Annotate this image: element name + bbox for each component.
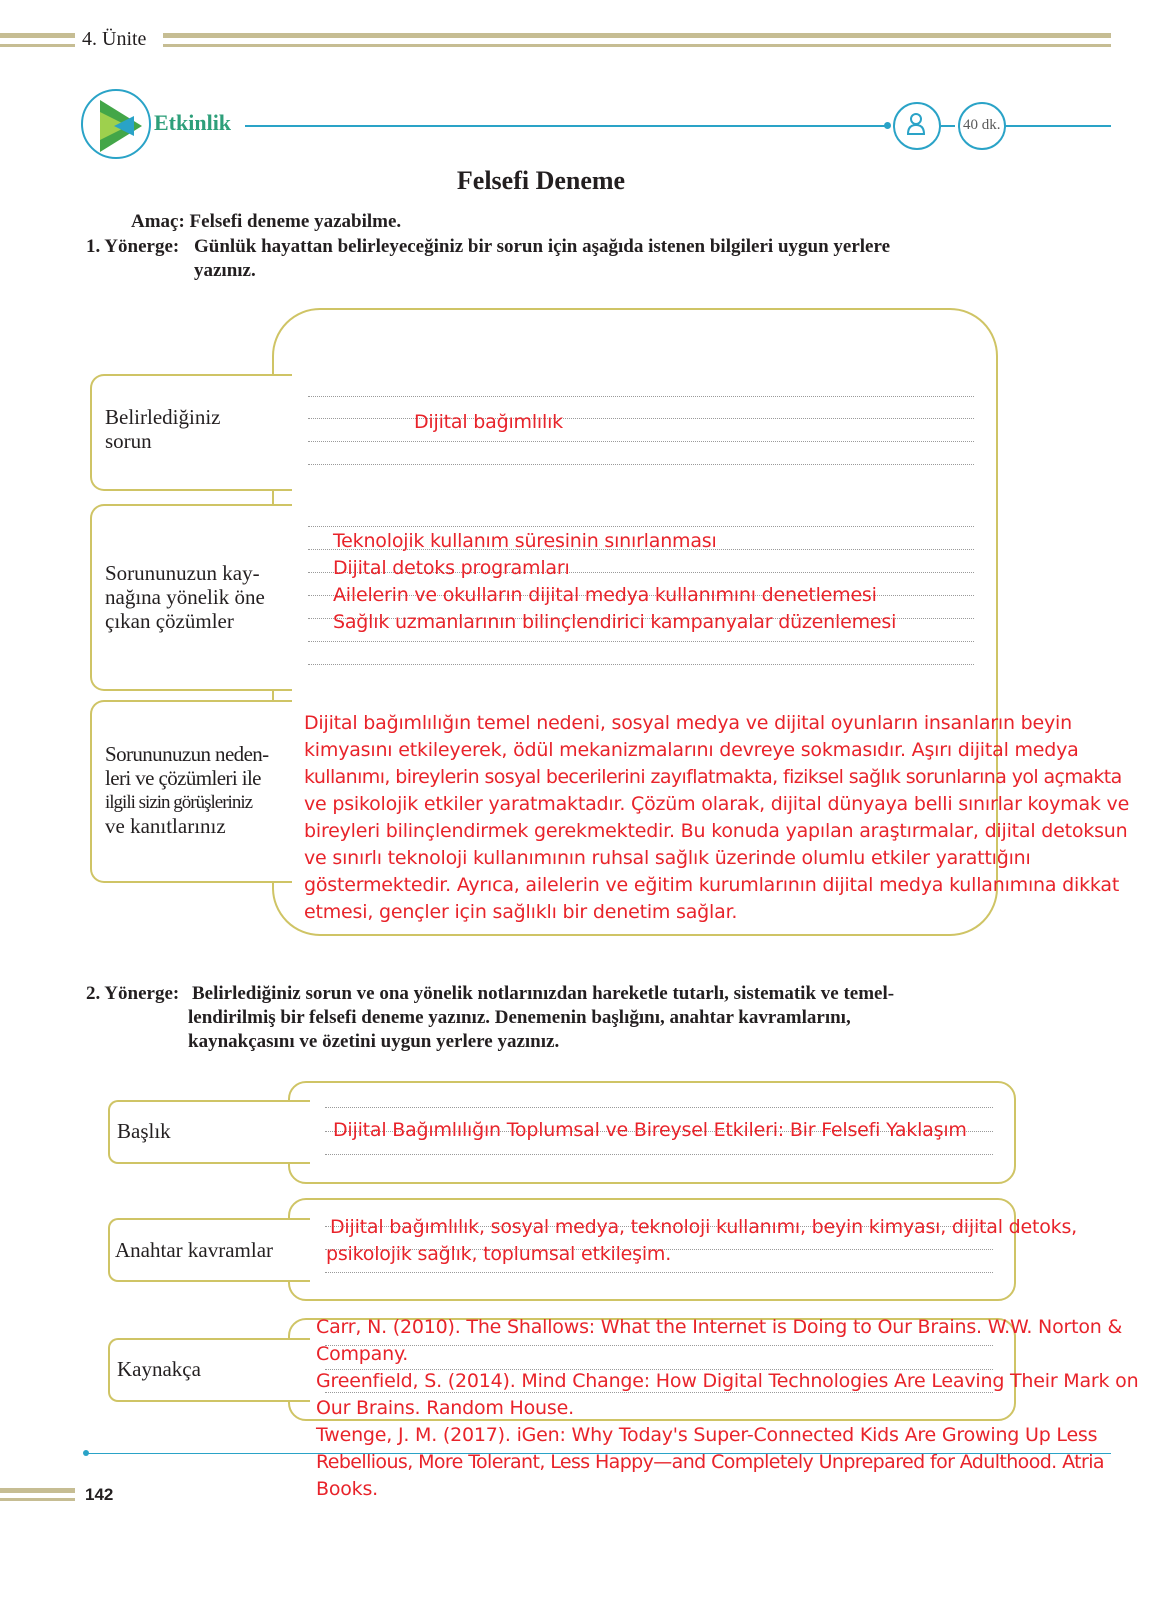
solutions-line-7 <box>308 664 974 665</box>
problem-answer[interactable]: Dijital bağımlılık <box>414 411 563 433</box>
opinion-line: kimyasını etkileyerek, ödül mekanizmalarını devreye sokmasıdır. Aşırı dijital medya <box>304 739 1079 761</box>
solutions-line-6 <box>308 641 974 642</box>
instruction2-line3: kaynakçasını ve özetini uygun yerlere yazınız. <box>188 1031 560 1052</box>
opinion-line: bireyleri bilinçlendirmek gerekmektedir. Bu konuda yapılan araştırmalar, dijital detoksun <box>304 820 1128 842</box>
header-band-left <box>0 33 75 38</box>
keywords-answer-line1[interactable]: Dijital bağımlılık, sosyal medya, teknoloji kullanımı, beyin kimyası, dijital detoks, <box>330 1216 1077 1238</box>
keywords-answer-line2[interactable]: psikolojik sağlık, toplumsal etkileşim. <box>326 1243 672 1265</box>
keywords-label: Anahtar kavramlar <box>115 1238 274 1262</box>
page-number: 142 <box>85 1485 114 1504</box>
references-answer[interactable] <box>316 1314 1138 1503</box>
reference-line: Rebellious, More Tolerant, Less Happy—and Completely Unprepared for Adulthood. Atria <box>316 1451 1104 1473</box>
person-icon <box>905 112 927 136</box>
page-title: Felsefi Deneme <box>456 166 626 195</box>
aim-text: Amaç: Felsefi deneme yazabilme. <box>131 211 402 232</box>
footer-line-dot <box>83 1450 89 1456</box>
footer-band <box>0 1488 75 1493</box>
solutions-label-line3: çıkan çözümler <box>105 609 234 633</box>
reference-line: Our Brains. Random House. <box>316 1397 574 1419</box>
instruction2-line2: lendirilmiş bir felsefi deneme yazınız. Denemenin başlığını, anahtar kavramlarını, <box>188 1007 851 1028</box>
opinion-line: etmesi, gençler için sağlıklı bir denetim sağlar. <box>304 901 738 923</box>
instruction1-line2: yazınız. <box>194 260 256 281</box>
duration-connector <box>941 125 955 127</box>
reference-line: Company. <box>316 1343 409 1365</box>
opinion-line: göstermektedir. Ayrıca, ailelerin ve eğitim kurumlarının dijital medya kullanımına dikkat <box>304 874 1120 896</box>
references-label: Kaynakça <box>117 1357 201 1381</box>
opinion-line: ve psikolojik etkiler yaratmaktadır. Çözüm olarak, dijital dünyaya belli sınırlar koymak ve <box>304 793 1130 815</box>
solutions-label-line2: nağına yönelik öne <box>105 585 265 609</box>
solutions-label-line1: Sorununuzun kay- <box>105 561 260 585</box>
instruction2-label: 2. Yönerge: <box>86 983 180 1004</box>
title-answer[interactable]: Dijital Bağımlılığın Toplumsal ve Bireysel Etkileri: Bir Felsefi Yaklaşım <box>333 1119 967 1141</box>
reference-line: Books. <box>316 1478 379 1500</box>
duration-line <box>1005 125 1111 127</box>
reference-line: Carr, N. (2010). The Shallows: What the Internet is Doing to Our Brains. W.W. Norton & <box>316 1316 1123 1338</box>
solution-item: Ailelerin ve okulların dijital medya kullanımını denetlemesi <box>333 584 877 606</box>
instruction1-label: 1. Yönerge: <box>86 236 180 257</box>
solutions-list[interactable] <box>333 528 896 636</box>
instruction1-line1: Günlük hayattan belirleyeceğiniz bir sorun için aşağıda istenen bilgileri uygun yerlere <box>194 236 890 257</box>
solution-item: Dijital detoks programları <box>333 557 570 579</box>
opinions-label-line4: ve kanıtlarınız <box>105 814 226 838</box>
solution-item: Teknolojik kullanım süresinin sınırlanması <box>333 530 717 552</box>
unit-label: 4. Ünite <box>82 28 147 50</box>
opinions-label-line2: leri ve çözümleri ile <box>105 766 261 790</box>
reference-line: Twenge, J. M. (2017). iGen: Why Today's Super-Connected Kids Are Growing Up Less <box>316 1424 1098 1446</box>
instruction2-line1: Belirlediğiniz sorun ve ona yönelik notlarınızdan hareketle tutarlı, sistematik ve temel- <box>192 983 895 1004</box>
problem-line-2 <box>308 418 974 419</box>
problem-line-1 <box>308 396 974 397</box>
duration-text: 40 dk. <box>963 117 1001 133</box>
title-line-3 <box>325 1154 993 1155</box>
solutions-line-1 <box>308 526 974 527</box>
keywords-line-3 <box>325 1272 993 1273</box>
footer-band-thin <box>0 1498 75 1501</box>
title-line-1 <box>325 1107 993 1108</box>
opinions-label-line3: ilgili sizin görüşleriniz <box>105 792 253 813</box>
problem-line-3 <box>308 441 974 442</box>
opinions-label-line1: Sorununuzun neden- <box>105 742 269 766</box>
solution-item: Sağlık uzmanlarının bilinçlendirici kampanyalar düzenlemesi <box>333 611 897 633</box>
problem-label-line1: Belirlediğiniz <box>105 405 221 429</box>
header-band-right <box>163 33 1111 38</box>
problem-label-line2: sorun <box>105 429 152 453</box>
opinions-text[interactable] <box>304 710 1129 926</box>
header-band-left-thin <box>0 44 75 47</box>
opinion-line: ve sınırlı teknoloji kullanımının ruhsal sağlık üzerinde olumlu etkiler yarattığını <box>304 847 1031 869</box>
problem-line-4 <box>308 464 974 465</box>
activity-line-dot <box>884 122 891 129</box>
activity-logo-icon <box>78 86 158 166</box>
activity-label: Etkinlik <box>154 110 232 135</box>
reference-line: Greenfield, S. (2014). Mind Change: How Digital Technologies Are Leaving Their Mark on <box>316 1370 1139 1392</box>
opinion-line: kullanımı, bireylerin sosyal becerilerini zayıflatmakta, fiziksel sağlık sorunlarına yol açmakta <box>304 766 1122 788</box>
header-band-right-thin <box>163 44 1111 47</box>
activity-line <box>245 125 885 127</box>
opinion-line: Dijital bağımlılığın temel nedeni, sosyal medya ve dijital oyunların insanların beyin <box>304 712 1072 734</box>
title-label: Başlık <box>117 1119 171 1143</box>
